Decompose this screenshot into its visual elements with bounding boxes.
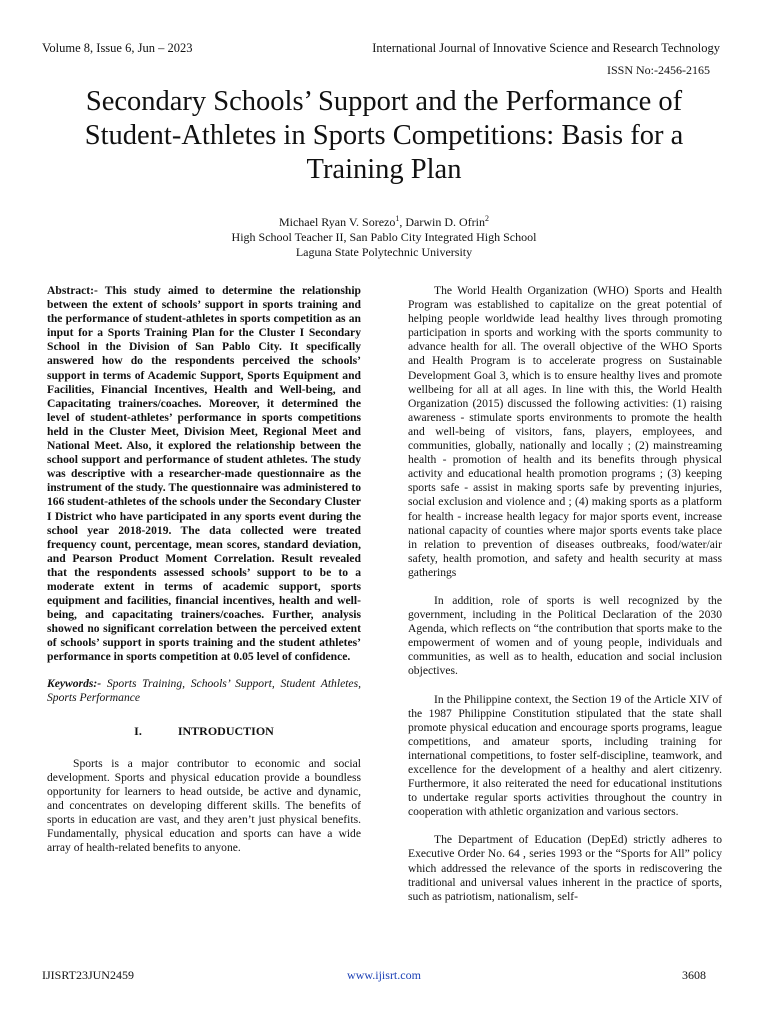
section-title: INTRODUCTION (177, 723, 274, 738)
keywords-text: Sports Training, Schools’ Support, Student Athletes, Sports Performance (47, 676, 361, 704)
author-2: Darwin D. Ofrin (405, 215, 486, 229)
body-paragraph-2: In addition, role of sports is well recognized by the government, including in the Political Declaration of the 2030 Agenda, which reflects on “the contribution that sports make to the empowerment of women and of young people, individuals and communities, as well as to health, education and social inclusion objectives. (408, 593, 722, 678)
paper-title: Secondary Schools’ Support and the Performance of Student-Athletes in Sports Competitions: Basis for a Training Plan (84, 86, 684, 185)
journal-name: International Journal of Innovative Science and Research Technology (372, 41, 720, 55)
affiliation-2: Laguna State Polytechnic University (295, 245, 473, 259)
author-1-affil: 1 (395, 214, 400, 223)
abstract (47, 284, 361, 665)
article-code: IJISRT23JUN2459 (42, 968, 134, 982)
intro-paragraph-1: Sports is a major contributor to economic and social development. Sports and physical education provide a boundless opportunity for learners to head outside, be active and dynamic, and concentrates on developing different skills. The benefits of sports in education are vast, and they aren’t just physical benefits. Fundamentally, physical education and sports can have a wide array of health-related benefits to anyone. (47, 756, 361, 855)
journal-url-link[interactable]: www.ijisrt.com (347, 968, 421, 982)
abstract-text: This study aimed to determine the relationship between the extent of schools’ support in sports training and the performance of student-athletes in sports competition as an input for a Sports Training Plan for the Cluster I Secondary School in the Division of San Pablo City. It specifically answered how do the respondents perceived the schools’ support in terms of Academic Support, Sports Equipment and Facilities, Financial Incentives, Health and Well-being, and Capacitating trainers/coaches. Moreover, it determined the level of student-athletes’ performance in sports competitions held in the Cluster Meet, Division Meet, Regional Meet and National Meet. Also, it explored the relationship between the school support and performance of student athletes. The study was descriptive with a researcher-made questionnaire as the instrument of the study. The questionnaire was administered to 166 student-athletes of the schools under the Secondary Cluster I District who have participated in any sports event during the school year 2018-2019. The data collected were treated frequency count, percentage, mean scores, standard deviation, and Pearson Product Moment Correlation. Result revealed that the respondents assessed schools’ support to be to a moderate extent in terms of academic support, sports equipment and facilities, financial incentives, health and well-being, and capacitating trainers/coaches. Further, analysis showed no significant correlation between the perceived extent of schools’ support in sports training and the student athletes’ performance in sports competition at 0.05 level of confidence. (47, 284, 361, 664)
keywords (47, 677, 361, 705)
right-column (408, 284, 722, 904)
left-column (47, 284, 361, 855)
affiliation-1: High School Teacher II, San Pablo City Integrated High School (231, 230, 537, 244)
author-line (0, 211, 768, 230)
body-paragraph-1: The World Health Organization (WHO) Sports and Health Program was established to capitalize on the great potential of helping people worldwide lead healthy lives through promoting participation in sports and working with the sports community to advance health for all. The overall objective of the WHO Sports and Health Program is to accelerate progress on Sustainable Development Goal 3, which is to ensure healthy lives and promote wellbeing for all at all ages. In line with this, the World Health Organization (2015) discussed the following activities: (1) raising awareness - stimulate sports environments to promote the health and well-being of visitors, fans, players, employees, and communities, globally, nationally and locally ; (2) mainstreaming health - promotion of health and its benefits through physical activity and educational health promotion programs ; (3) keeping sports safe - assist in making sports safe by preventing injuries, social exclusion and violence and ; (4) making sports as a platform for health - increase health legacy for major sports event, increase national capacity of counties where major sports events take place in relation to prevention of diseases outbreaks, food/water/air safety, health promotion, and safety and health security at mass gatherings (408, 284, 722, 579)
abstract-label: Abstract:- (47, 284, 98, 297)
author-block (0, 211, 768, 260)
author-separator: , (399, 215, 406, 229)
author-2-affil: 2 (485, 214, 490, 223)
author-1: Michael Ryan V. Sorezo (278, 215, 396, 229)
issn: ISSN No:-2456-2165 (606, 63, 710, 77)
journal-volume: Volume 8, Issue 6, Jun – 2023 (42, 41, 193, 55)
page-number: 3608 (682, 968, 706, 982)
body-paragraph-4: The Department of Education (DepEd) strictly adheres to Executive Order No. 64 , series 1993 or the “Sports for All” policy which addressed the relevance of the sports in rediscovering the traditional and universal values inherent in the practice of sports, such as patriotism, nationalism, self- (408, 833, 722, 903)
section-number: I. (134, 723, 142, 738)
section-heading (47, 724, 361, 738)
body-paragraph-3: In the Philippine context, the Section 19 of the Article XIV of the 1987 Philippine Constitution stipulated that the state shall promote physical education and encourage sports programs, league competitions, and amateur sports, including training for international competitions, to foster self-discipline, teamwork, and excellence for the development of a healthy and alert citizenry. Furthermore, it also reiterated the need for educational institutions to undertake regular sports activities throughout the country in cooperation with athletic organization and various sectors. (408, 692, 722, 819)
keywords-label: Keywords:- (47, 676, 102, 690)
